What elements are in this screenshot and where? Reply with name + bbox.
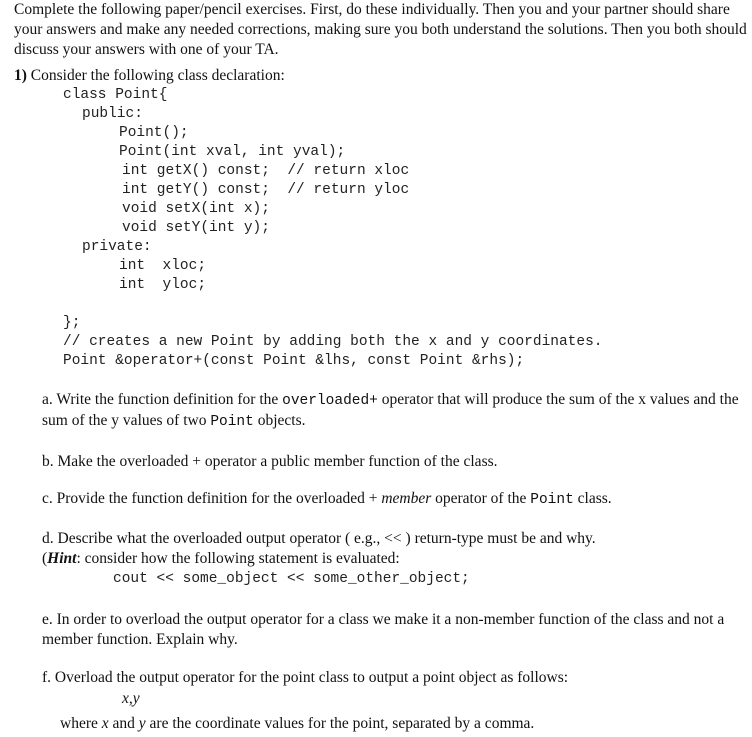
- code-line: };: [63, 315, 81, 331]
- part-a-label: a.: [42, 391, 53, 408]
- part-f-label: f.: [42, 669, 52, 686]
- hint-open-paren: (: [42, 550, 48, 567]
- part-c: [42, 489, 612, 510]
- part-f-explanation: [60, 714, 534, 734]
- part-a-text: operator that will produce the sum of the x values and the sum of the y values of two: [42, 391, 739, 429]
- code-line: int yloc;: [119, 277, 207, 293]
- code-line: public:: [82, 106, 143, 122]
- part-d-label: d.: [42, 530, 54, 547]
- code-comment: // creates a new Point by adding both the x and y coordinates.: [63, 334, 603, 350]
- part-c-text: operator of the: [435, 490, 527, 507]
- part-a: [42, 390, 748, 432]
- part-e: [42, 610, 748, 650]
- hint-label: Hint: [47, 550, 77, 567]
- code-line: int getY() const; // return yloc: [122, 182, 410, 198]
- part-c-text: class.: [577, 490, 612, 507]
- part-f-y: y: [138, 715, 146, 732]
- part-a-text: Write the function definition for the: [56, 391, 279, 408]
- question-1-heading: [14, 66, 285, 86]
- code-line: Point(int xval, int yval);: [119, 144, 346, 160]
- part-b-label: b.: [42, 453, 54, 470]
- part-b: [42, 452, 498, 472]
- part-f-x: x: [101, 715, 109, 732]
- code-line: Point();: [119, 125, 189, 141]
- part-f-format: x,y: [122, 690, 140, 707]
- part-f-text: where: [60, 715, 98, 732]
- part-a-code-operator: overloaded+: [282, 393, 378, 409]
- part-c-label: c.: [42, 490, 53, 507]
- part-f: [42, 668, 568, 688]
- part-e-label: e.: [42, 611, 53, 628]
- part-d: [42, 529, 596, 549]
- part-c-text: Provide the function definition for the overloaded +: [56, 490, 378, 507]
- part-d-text: Describe what the overloaded output operator ( e.g., << ) return-type must be and why.: [57, 530, 596, 547]
- operator-declaration: Point &operator+(const Point &lhs, const Point &rhs);: [63, 353, 525, 369]
- code-line: void setY(int y);: [122, 220, 270, 236]
- question-1-number: 1): [14, 67, 27, 84]
- part-a-text: objects.: [257, 412, 306, 429]
- part-f-text: are the coordinate values for the point, separated by a comma.: [149, 715, 535, 732]
- code-line: class Point{: [63, 87, 168, 103]
- part-c-code-point: Point: [530, 492, 574, 508]
- question-1-text: Consider the following class declaration:: [30, 67, 285, 84]
- part-a-code-point: Point: [210, 414, 254, 430]
- part-d-hint: [42, 549, 400, 569]
- part-e-text: In order to overload the output operator for a class we make it a non-member function of the class and not a member function. Explain why.: [42, 611, 725, 648]
- code-line: int getX() const; // return xloc: [122, 163, 410, 179]
- hint-text: : consider how the following statement is evaluated:: [76, 550, 400, 567]
- intro-paragraph: Complete the following paper/pencil exercises. First, do these individually. Then you and your partner should share your answers and make any needed corrections, making sure you both understand the solutions. Then you both should discuss your answers with one of your TA.: [14, 1, 747, 58]
- part-f-text: and: [112, 715, 135, 732]
- part-c-emphasis: member: [381, 490, 432, 507]
- code-line: void setX(int x);: [122, 201, 270, 217]
- code-line: private:: [82, 239, 152, 255]
- part-f-text: Overload the output operator for the point class to output a point object as follows:: [54, 669, 569, 686]
- part-b-text: Make the overloaded + operator a public member function of the class.: [57, 453, 498, 470]
- code-line: int xloc;: [119, 258, 207, 274]
- part-d-code: cout << some_object << some_other_object;: [113, 571, 470, 587]
